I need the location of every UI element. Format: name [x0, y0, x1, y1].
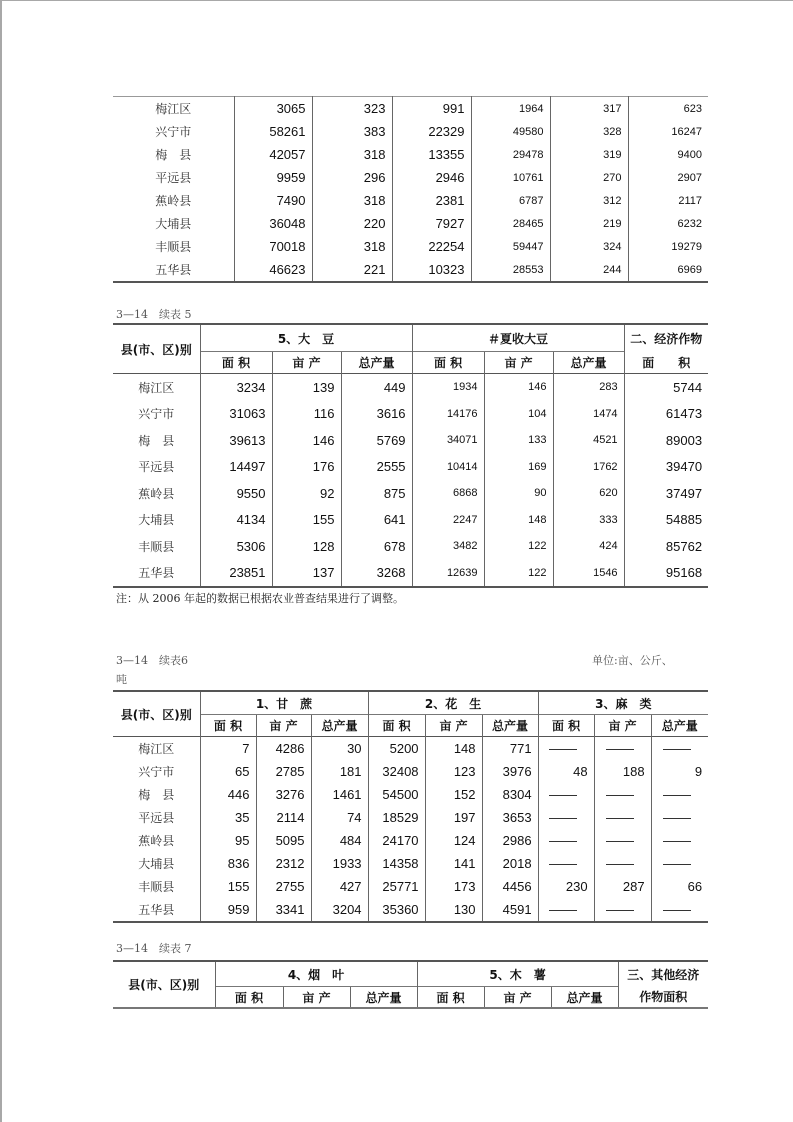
- cell-value: 1934: [412, 374, 484, 401]
- empty-dash: [594, 806, 651, 829]
- region-name: 大埔县: [155, 217, 192, 231]
- table-row: [113, 806, 708, 829]
- region-name: 梅江区: [113, 737, 200, 761]
- region-name: 五华县: [155, 263, 192, 277]
- cell-value: 3976: [482, 760, 538, 783]
- cell-value: 317: [550, 97, 628, 121]
- group-header: 2、花 生: [368, 691, 538, 715]
- cell-value: 116: [272, 401, 341, 428]
- region-name: 丰顺县: [155, 240, 192, 254]
- region-name: 兴宁市: [138, 407, 175, 422]
- cell-value: 8304: [482, 783, 538, 806]
- cell-value: 6868: [412, 480, 484, 507]
- group-header: 三、其他经济: [618, 961, 708, 987]
- table-row: [113, 166, 708, 189]
- cell-value: 3268: [341, 560, 412, 588]
- empty-dash: [594, 783, 651, 806]
- cell-value: 146: [272, 427, 341, 454]
- cell-value: 22254: [392, 235, 471, 258]
- sub-header: 总产量: [651, 715, 708, 737]
- cell-value: 2785: [256, 760, 311, 783]
- empty-dash: [538, 806, 594, 829]
- cell-value: 54885: [624, 507, 708, 534]
- cell-value: 18529: [368, 806, 425, 829]
- cell-value: 35: [200, 806, 256, 829]
- region-name: 梅 县: [138, 788, 175, 802]
- cell-value: 14497: [200, 454, 272, 481]
- dash-mark: [663, 841, 691, 842]
- table-row: [113, 374, 708, 401]
- region-name: 丰顺县: [138, 539, 175, 554]
- cell-value: 318: [312, 235, 392, 258]
- cell-value: 89003: [624, 427, 708, 454]
- cell-value: 49580: [471, 120, 550, 143]
- empty-dash: [651, 737, 708, 761]
- region-name: 蕉岭县: [155, 194, 192, 208]
- cell-value: 9400: [628, 143, 708, 166]
- cell-value: 4134: [200, 507, 272, 534]
- cell-value: 623: [628, 97, 708, 121]
- cell-value: 10323: [392, 258, 471, 282]
- table-row: [113, 258, 708, 282]
- dash-mark: [549, 910, 577, 911]
- table-row: [113, 737, 708, 761]
- cell-value: 23851: [200, 560, 272, 588]
- sub-header: 总产量: [482, 715, 538, 737]
- cell-value: 32408: [368, 760, 425, 783]
- cell-value: 14358: [368, 852, 425, 875]
- cell-value: 85762: [624, 533, 708, 560]
- cell-value: 10761: [471, 166, 550, 189]
- table-continued-top: [113, 96, 708, 283]
- empty-dash: [651, 898, 708, 922]
- dash-mark: [549, 841, 577, 842]
- sub-header: 面 积: [200, 352, 272, 374]
- table-row: [113, 898, 708, 922]
- cell-value: 1933: [311, 852, 368, 875]
- sub-header: 总产量: [553, 352, 624, 374]
- region-name: 大埔县: [138, 857, 175, 871]
- cell-value: 197: [425, 806, 482, 829]
- table-row: [113, 401, 708, 428]
- cell-value: 128: [272, 533, 341, 560]
- cell-value: 4286: [256, 737, 311, 761]
- group-header: 3、麻 类: [538, 691, 708, 715]
- cell-value: 3204: [311, 898, 368, 922]
- cell-value: 3234: [200, 374, 272, 401]
- dash-mark: [549, 818, 577, 819]
- cell-value: 66: [651, 875, 708, 898]
- cell-value: 5095: [256, 829, 311, 852]
- cell-value: 991: [392, 97, 471, 121]
- cell-value: 124: [425, 829, 482, 852]
- cell-value: 12639: [412, 560, 484, 588]
- table4-caption: 3—14 续表 7: [116, 942, 192, 955]
- cell-value: 283: [553, 374, 624, 401]
- cell-value: 5306: [200, 533, 272, 560]
- cell-value: 2907: [628, 166, 708, 189]
- cell-value: 14176: [412, 401, 484, 428]
- sub-header: 亩 产: [283, 987, 350, 1009]
- group-header: ＃夏收大豆: [412, 324, 624, 352]
- cell-value: 333: [553, 507, 624, 534]
- empty-dash: [651, 852, 708, 875]
- cell-value: 484: [311, 829, 368, 852]
- cell-value: 48: [538, 760, 594, 783]
- cell-value: 836: [200, 852, 256, 875]
- empty-dash: [651, 783, 708, 806]
- cell-value: 5769: [341, 427, 412, 454]
- sub-header: 亩 产: [594, 715, 651, 737]
- table-row: [113, 427, 708, 454]
- region-name: 梅江区: [155, 102, 192, 116]
- cell-value: 2381: [392, 189, 471, 212]
- cell-value: 148: [425, 737, 482, 761]
- cell-value: 74: [311, 806, 368, 829]
- cell-value: 36048: [234, 212, 312, 235]
- region-name: 大埔县: [138, 513, 175, 528]
- dash-mark: [606, 864, 634, 865]
- empty-dash: [594, 737, 651, 761]
- cell-value: 123: [425, 760, 482, 783]
- table-tobacco-cassava: [113, 960, 708, 1009]
- cell-value: 424: [553, 533, 624, 560]
- cell-value: 3616: [341, 401, 412, 428]
- cell-value: 2247: [412, 507, 484, 534]
- group-header: 5、大 豆: [200, 324, 412, 352]
- cell-value: 139: [272, 374, 341, 401]
- cell-value: 148: [484, 507, 553, 534]
- cell-value: 133: [484, 427, 553, 454]
- sub-header: 亩 产: [484, 987, 551, 1009]
- cell-value: 7: [200, 737, 256, 761]
- empty-dash: [594, 829, 651, 852]
- empty-dash: [538, 898, 594, 922]
- cell-value: 37497: [624, 480, 708, 507]
- empty-dash: [538, 852, 594, 875]
- table-row: [113, 212, 708, 235]
- cell-value: 181: [311, 760, 368, 783]
- cell-value: 221: [312, 258, 392, 282]
- cell-value: 65: [200, 760, 256, 783]
- sub-header: 亩 产: [484, 352, 553, 374]
- cell-value: 104: [484, 401, 553, 428]
- sub-header: 面 积: [538, 715, 594, 737]
- cell-value: 188: [594, 760, 651, 783]
- table-row: [113, 120, 708, 143]
- sub-header: 面 积: [412, 352, 484, 374]
- sub-header: 总产量: [311, 715, 368, 737]
- table-soybean: [113, 323, 708, 588]
- group-header: 二、经济作物: [624, 324, 708, 352]
- row-header: 县(市、区)别: [120, 707, 192, 722]
- cell-value: 137: [272, 560, 341, 588]
- cell-value: 3065: [234, 97, 312, 121]
- region-name: 丰顺县: [138, 880, 175, 894]
- cell-value: 5744: [624, 374, 708, 401]
- cell-value: 34071: [412, 427, 484, 454]
- dash-mark: [606, 795, 634, 796]
- cell-value: 1461: [311, 783, 368, 806]
- cell-value: 42057: [234, 143, 312, 166]
- table2-note: 注：从 2006 年起的数据已根据农业普查结果进行了调整。: [116, 592, 404, 605]
- region-name: 平远县: [155, 171, 192, 185]
- cell-value: 2114: [256, 806, 311, 829]
- sub-header: 面 积: [200, 715, 256, 737]
- cell-value: 9550: [200, 480, 272, 507]
- cell-value: 30: [311, 737, 368, 761]
- region-name: 平远县: [138, 811, 175, 825]
- sub-header: 面 积: [417, 987, 484, 1009]
- page-border-left: [0, 0, 2, 1122]
- sub-header: 总产量: [551, 987, 618, 1009]
- page-border-top: [0, 0, 793, 1]
- sub-header: 面 积: [624, 352, 708, 374]
- table-row: [113, 454, 708, 481]
- cell-value: 155: [272, 507, 341, 534]
- table3-caption: 3—14 续表6: [116, 654, 188, 667]
- cell-value: 1546: [553, 560, 624, 588]
- table-row: [113, 189, 708, 212]
- table2-caption: 3—14 续表 5: [116, 308, 192, 321]
- table3-unit: 单位:亩、公斤、: [592, 654, 673, 667]
- empty-dash: [651, 806, 708, 829]
- row-header: 县(市、区)别: [128, 978, 200, 992]
- cell-value: 641: [341, 507, 412, 534]
- cell-value: 4591: [482, 898, 538, 922]
- cell-value: 92: [272, 480, 341, 507]
- cell-value: 3276: [256, 783, 311, 806]
- dash-mark: [606, 841, 634, 842]
- region-name: 五华县: [138, 903, 175, 917]
- cell-value: 323: [312, 97, 392, 121]
- cell-value: 4521: [553, 427, 624, 454]
- cell-value: 176: [272, 454, 341, 481]
- cell-value: 296: [312, 166, 392, 189]
- table-row: [113, 480, 708, 507]
- cell-value: 95168: [624, 560, 708, 588]
- sub-header: 作物面积: [618, 987, 708, 1009]
- cell-value: 31063: [200, 401, 272, 428]
- cell-value: 1762: [553, 454, 624, 481]
- cell-value: 959: [200, 898, 256, 922]
- cell-value: 1474: [553, 401, 624, 428]
- cell-value: 1964: [471, 97, 550, 121]
- cell-value: 427: [311, 875, 368, 898]
- cell-value: 13355: [392, 143, 471, 166]
- cell-value: 35360: [368, 898, 425, 922]
- cell-value: 446: [200, 783, 256, 806]
- sub-header: 亩 产: [425, 715, 482, 737]
- table-row: [113, 560, 708, 588]
- cell-value: 318: [312, 189, 392, 212]
- cell-value: 28553: [471, 258, 550, 282]
- table-row: [113, 783, 708, 806]
- cell-value: 328: [550, 120, 628, 143]
- empty-dash: [651, 829, 708, 852]
- dash-mark: [549, 749, 577, 750]
- dash-mark: [663, 864, 691, 865]
- cell-value: 270: [550, 166, 628, 189]
- table-row: [113, 875, 708, 898]
- cell-value: 6232: [628, 212, 708, 235]
- dash-mark: [663, 749, 691, 750]
- cell-value: 2555: [341, 454, 412, 481]
- cell-value: 244: [550, 258, 628, 282]
- table-row: [113, 829, 708, 852]
- region-name: 兴宁市: [155, 125, 192, 139]
- cell-value: 5200: [368, 737, 425, 761]
- cell-value: 28465: [471, 212, 550, 235]
- dash-mark: [663, 795, 691, 796]
- dash-mark: [663, 910, 691, 911]
- cell-value: 318: [312, 143, 392, 166]
- cell-value: 95: [200, 829, 256, 852]
- table-row: [113, 143, 708, 166]
- cell-value: 771: [482, 737, 538, 761]
- cell-value: 22329: [392, 120, 471, 143]
- group-header: 5、木 薯: [417, 961, 618, 987]
- cell-value: 230: [538, 875, 594, 898]
- cell-value: 2018: [482, 852, 538, 875]
- dash-mark: [606, 818, 634, 819]
- table-row: [113, 507, 708, 534]
- region-name: 兴宁市: [138, 765, 175, 779]
- cell-value: 3653: [482, 806, 538, 829]
- empty-dash: [594, 898, 651, 922]
- cell-value: 155: [200, 875, 256, 898]
- cell-value: 16247: [628, 120, 708, 143]
- cell-value: 2946: [392, 166, 471, 189]
- region-name: 蕉岭县: [138, 486, 175, 501]
- cell-value: 620: [553, 480, 624, 507]
- cell-value: 383: [312, 120, 392, 143]
- table-row: [113, 235, 708, 258]
- sub-header: 总产量: [350, 987, 417, 1009]
- empty-dash: [538, 783, 594, 806]
- cell-value: 58261: [234, 120, 312, 143]
- sub-header: 亩 产: [256, 715, 311, 737]
- table-cash-crops: [113, 690, 708, 923]
- region-name: 五华县: [138, 566, 175, 581]
- table-row: [113, 852, 708, 875]
- cell-value: 312: [550, 189, 628, 212]
- region-name: 平远县: [138, 460, 175, 475]
- table3-unit-wrap: 吨: [116, 673, 127, 686]
- cell-value: 875: [341, 480, 412, 507]
- cell-value: 39613: [200, 427, 272, 454]
- sub-header: 总产量: [341, 352, 412, 374]
- empty-dash: [538, 737, 594, 761]
- cell-value: 220: [312, 212, 392, 235]
- cell-value: 9: [651, 760, 708, 783]
- group-header: 4、烟 叶: [215, 961, 417, 987]
- cell-value: 2986: [482, 829, 538, 852]
- table-row: [113, 533, 708, 560]
- cell-value: 3341: [256, 898, 311, 922]
- cell-value: 25771: [368, 875, 425, 898]
- cell-value: 169: [484, 454, 553, 481]
- table-row: [113, 97, 708, 121]
- empty-dash: [538, 829, 594, 852]
- cell-value: 122: [484, 533, 553, 560]
- dash-mark: [606, 749, 634, 750]
- region-name: 梅 县: [155, 148, 192, 162]
- dash-mark: [663, 818, 691, 819]
- dash-mark: [549, 864, 577, 865]
- cell-value: 46623: [234, 258, 312, 282]
- cell-value: 146: [484, 374, 553, 401]
- cell-value: 4456: [482, 875, 538, 898]
- cell-value: 54500: [368, 783, 425, 806]
- row-header: 县(市、区)别: [120, 342, 192, 357]
- region-name: 蕉岭县: [138, 834, 175, 848]
- cell-value: 39470: [624, 454, 708, 481]
- sub-header: 亩 产: [272, 352, 341, 374]
- cell-value: 24170: [368, 829, 425, 852]
- cell-value: 141: [425, 852, 482, 875]
- cell-value: 152: [425, 783, 482, 806]
- cell-value: 2755: [256, 875, 311, 898]
- cell-value: 70018: [234, 235, 312, 258]
- cell-value: 6969: [628, 258, 708, 282]
- cell-value: 122: [484, 560, 553, 588]
- cell-value: 10414: [412, 454, 484, 481]
- sub-header: 面 积: [215, 987, 283, 1009]
- cell-value: 19279: [628, 235, 708, 258]
- cell-value: 449: [341, 374, 412, 401]
- cell-value: 29478: [471, 143, 550, 166]
- cell-value: 2312: [256, 852, 311, 875]
- cell-value: 6787: [471, 189, 550, 212]
- cell-value: 2117: [628, 189, 708, 212]
- cell-value: 7927: [392, 212, 471, 235]
- cell-value: 173: [425, 875, 482, 898]
- cell-value: 678: [341, 533, 412, 560]
- cell-value: 324: [550, 235, 628, 258]
- empty-dash: [594, 852, 651, 875]
- cell-value: 61473: [624, 401, 708, 428]
- region-name: 梅江区: [113, 374, 200, 401]
- dash-mark: [549, 795, 577, 796]
- sub-header: 面 积: [368, 715, 425, 737]
- cell-value: 287: [594, 875, 651, 898]
- region-name: 梅 县: [138, 433, 175, 448]
- table-row: [113, 760, 708, 783]
- cell-value: 319: [550, 143, 628, 166]
- cell-value: 59447: [471, 235, 550, 258]
- cell-value: 3482: [412, 533, 484, 560]
- cell-value: 9959: [234, 166, 312, 189]
- cell-value: 130: [425, 898, 482, 922]
- group-header: 1、甘 蔗: [200, 691, 368, 715]
- dash-mark: [606, 910, 634, 911]
- cell-value: 7490: [234, 189, 312, 212]
- cell-value: 219: [550, 212, 628, 235]
- cell-value: 90: [484, 480, 553, 507]
